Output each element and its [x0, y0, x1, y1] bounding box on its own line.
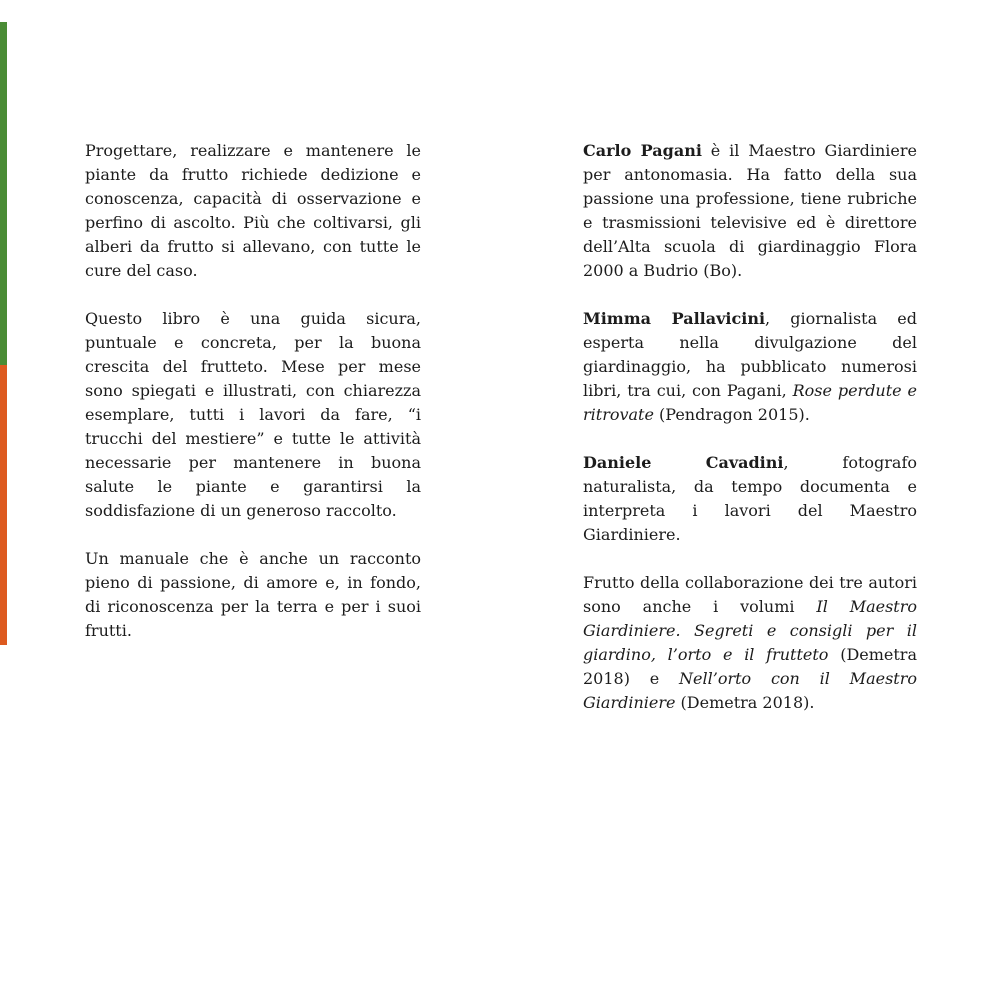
collaboration-paragraph	[583, 571, 917, 715]
collaboration-text: Frutto della collaborazione dei tre autori sono anche i volumi	[583, 573, 917, 616]
author-bio-text: (Pendragon 2015).	[653, 405, 810, 424]
edge-strip-green-segment	[0, 22, 7, 365]
author-bio-carlo-pagani	[583, 139, 917, 283]
author-bio-daniele-cavadini	[583, 451, 917, 547]
authors-column	[583, 139, 917, 739]
author-bio-text: , giornalista ed esperta nella divulgazione del giardinaggio, ha pubblicato numerosi libri, tra cui, con Pagani,	[583, 309, 917, 400]
synopsis-column	[85, 139, 421, 667]
author-name: Mimma Pallavicini	[583, 309, 766, 328]
edge-strip-orange-segment	[0, 365, 7, 645]
synopsis-paragraph-1: Progettare, realizzare e mantenere le piante da frutto richiede dedizione e conoscenza, capacità di osservazione e perfino di ascolto. Più che coltivarsi, gli alberi da frutto si allevano, con tutte le cure del caso.	[85, 141, 421, 280]
author-name: Daniele Cavadini	[583, 453, 784, 472]
collaboration-text: (Demetra 2018) e	[583, 645, 917, 688]
synopsis-paragraph-3: Un manuale che è anche un racconto pieno di passione, di amore e, in fondo, di riconoscenza per la terra e per i suoi frutti.	[85, 549, 421, 640]
collaboration-text: (Demetra 2018).	[675, 693, 815, 712]
author-bio-text: è il Maestro Giardiniere per antonomasia. Ha fatto della sua passione una professione, tiene rubriche e trasmissioni televisive ed è direttore dell’Alta scuola di giardinaggio Flora 2000 a Budrio (Bo).	[583, 141, 917, 280]
author-name: Carlo Pagani	[583, 141, 702, 160]
book-title: Rose perdute e ritrovate	[583, 381, 917, 424]
book-title: Il Maestro Giardiniere. Segreti e consigli per il giardino, l’orto e il frutteto	[583, 597, 918, 664]
book-title: Nell’orto con il Maestro Giardiniere	[583, 669, 917, 712]
page-edge-strip	[0, 0, 7, 1001]
author-bio-text: , fotografo naturalista, da tempo documenta e interpreta i lavori del Maestro Giardiniere.	[583, 453, 917, 544]
synopsis-paragraph-2: Questo libro è una guida sicura, puntuale e concreta, per la buona crescita del frutteto. Mese per mese sono spiegati e illustrati, con chiarezza esemplare, tutti i lavori da fare, “i trucchi del mestiere” e tutte le attività necessarie per mantenere in buona salute le piante e garantirsi la soddisfazione di un generoso raccolto.	[85, 309, 421, 520]
author-bio-mimma-pallavicini	[583, 307, 917, 427]
